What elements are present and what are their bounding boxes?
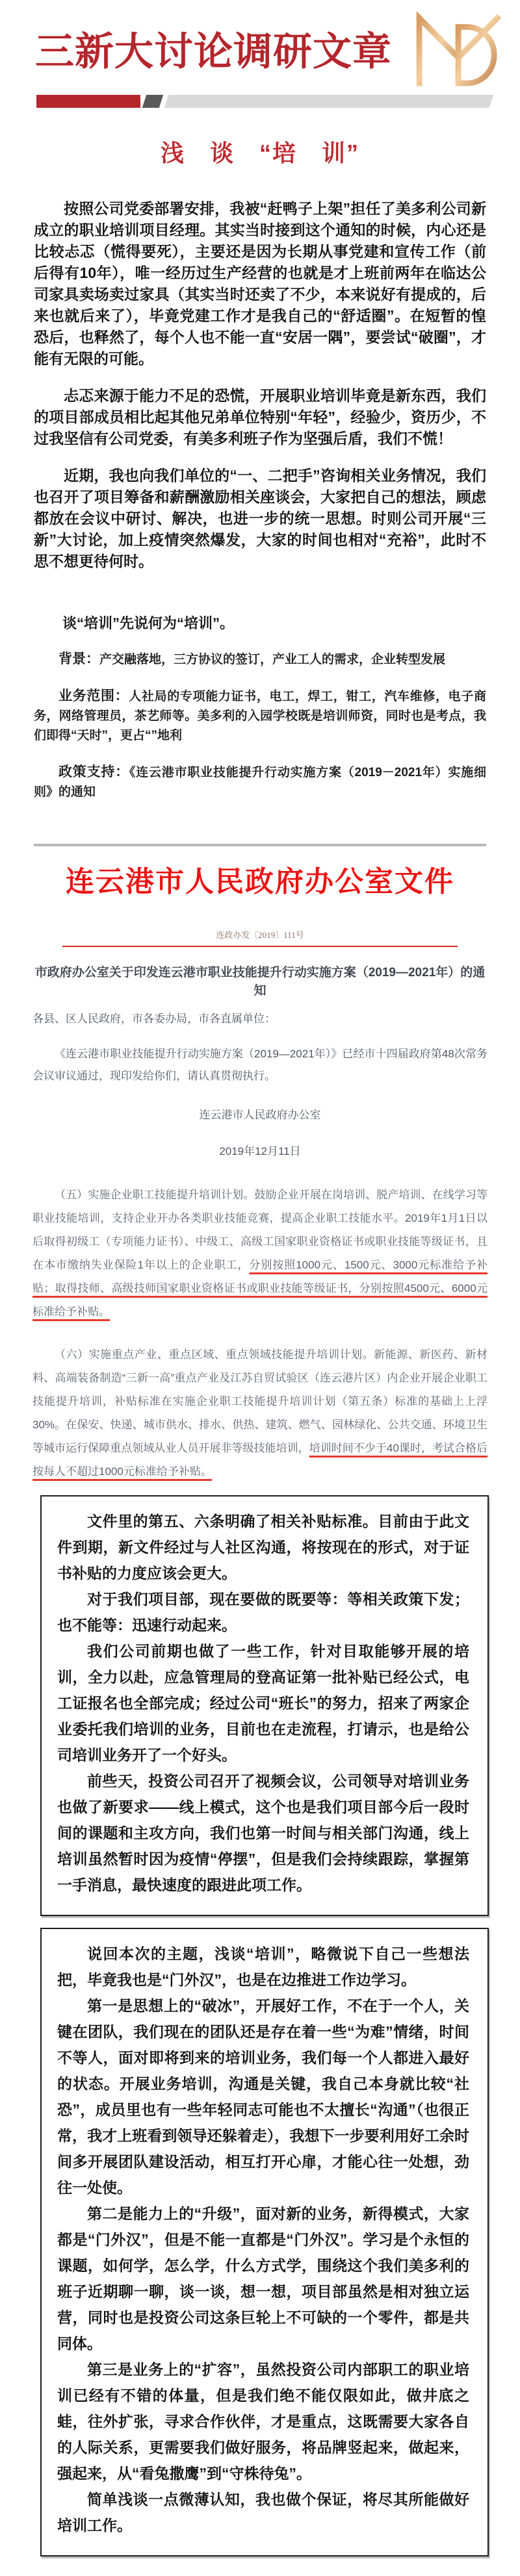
banner [0, 9, 520, 88]
highlighted-text: 分别按照1000元、1500元、3000元标准给予补贴；取得技师、高级技师国家职业资格证书或职业技能等级证书，分别按照4500元、6000元标准给予补贴。 [32, 1259, 488, 1318]
text-segment: （六）实施重点产业、重点区域、重点领域技能提升培训计划。新能源、新医药、新材料、高端装备制造“三新一高”重点产业及江苏自贸试验区（连云港片区）内企业开展企业职工技能提升培训，补贴标准在实施企业职工技能提升培训计划（第五条）标准的基础上上浮30%。在保安、快递、城市供水、排水、供热、建筑、燃气、园林绿化、公共交通、环境卫生等城市运行保障重点领域从业人员开展非等级技能培训， [32, 1348, 488, 1454]
gov-masthead: 连云港市人民政府办公室文件 [66, 866, 454, 898]
paragraph: 第三是业务上的“扩容”，虽然投资公司内部职工的职业培训已经有不错的体量，但是我们绝不能仅限如此，做井底之蛙，往外扩张，寻求合作伙伴，才是重点，这既需要大家各自的人际关系，更需要我们做好服务，将品牌竖起来，做起来，强起来，从“看兔撒鹰”到“守株待兔”。 [57, 2361, 469, 2482]
gov-top-rule [34, 844, 486, 846]
paragraph: 政策支持：《连云港市职业技能提升行动实施方案（2019－2021年）实施细则》的通知 [34, 764, 486, 799]
paragraph: 文件里的第五、六条明确了相关补贴标准。目前由于此文件到期，新文件经过与人社区沟通，将按现在的形式，对于证书补贴的力度应该会更大。 [57, 1513, 469, 1582]
divider-red-bar [36, 95, 140, 108]
paragraph: 近期，我也向我们单位的“一、二把手”咨询相关业务情况，我们也召开了项目筹备和薪酬激励相关座谈会，大家把自己的想法，顾虑都放在会议中研讨、解决，也进一步的统一思想。时则公司开展“三新”大讨论，加上疫情突然爆发，大家的时间也相对“充裕”，此时不思不想更待何时。 [34, 467, 486, 570]
paragraph: 对于我们项目部，现在要做的既要等：等相关政策下发；也不能等：迅速行动起来。 [57, 1591, 469, 1634]
text-segment: （五）实施企业职工技能提升培训计划。鼓励企业开展在岗培训、脱产培训、在线学习等职业技能培训，支持企业开办各类职业技能竞赛，提高企业职工技能水平。2019年1月1日以后取得初级工（专项能力证书）、中级工、高级工国家职业资格证书或职业技能等级证书，且在本市缴纳失业保险1年以上的企业职工， [32, 1189, 488, 1271]
article-paragraphs [34, 198, 486, 572]
article-info-items [34, 650, 486, 802]
paragraph: 简单浅谈一点微薄认知，我也做个保证，将尽其所能做好培训工作。 [57, 2491, 469, 2534]
divider-dark-bar [142, 95, 163, 108]
highlighted-text: 培训时间不少于40课时，考试合格后按每人不超过1000元标准给予补贴。 [32, 1442, 488, 1478]
article-body [0, 168, 520, 802]
info-label: 业务范围： [58, 688, 129, 703]
gov-clauses [32, 1183, 488, 1484]
decorative-divider [36, 95, 485, 108]
comment-box-1 [40, 1495, 489, 1916]
paragraph: 说回本次的主题，浅谈“培训”，略微说下自己一些想法把，毕竟我也是“门外汉”，也是在边推进工作边学习。 [57, 1945, 469, 1988]
paragraph [32, 1183, 488, 1324]
definition-heading: 谈“培训”先说何为“培训”。 [62, 615, 235, 631]
gov-document [0, 844, 520, 1484]
gov-date: 2019年12月11日 [219, 1145, 301, 1157]
divider-light-bar [164, 95, 493, 108]
mdl-logo-icon [410, 10, 514, 87]
banner-title: 三新大讨论调研文章 [35, 30, 392, 73]
paragraph: 按照公司党委部署安排，我被“赶鸭子上架”担任了美多利公司新成立的职业培训项目经理。其实当时接到这个通知的时候，内心还是比较忐忑（慌得要死），主要还是因为长期从事党建和宣传工作（前后得有10年），唯一经历过生产经营的也就是才上班前两年在临达公司家具卖场卖过家具（其实当时还卖了不少，本来说好有提成的，后来也就后来了），毕竟党建工作才是我自己的“舒适圈”。在短暂的惶恐后，也释然了，每个人也不能一直“安居一隅”，要尝试“破圈”，才能有无限的可能。 [34, 200, 486, 367]
paragraph [32, 1343, 488, 1484]
gov-red-rule [62, 946, 458, 947]
gov-issuer: 连云港市人民政府办公室 [199, 1109, 321, 1121]
paragraph: 背景：产交融落地，三方协议的签订，产业工人的需求，企业转型发展 [58, 651, 446, 666]
paragraph: 业务范围：人社局的专项能力证书，电工，焊工，钳工，汽车维修，电子商务，网络管理员，茶艺师等。美多利的入园学校既是培训师资，同时也是考点，我们即得“天时”，更占“”地利 [34, 688, 486, 742]
gov-subject: 市政府办公室关于印发连云港市职业技能提升行动实施方案（2019—2021年）的通知 [34, 966, 486, 998]
paragraph: 第一是思想上的“破冰”，开展好工作，不在于一个人，关键在团队，我们现在的团队还是存在着一些“为难”情绪，时间不等人，面对即将到来的培训业务，我们每一个人都进入最好的状态。开展业务培训，沟通是关键，我自己本身就比较“社恐”，成员里也有一些年轻同志可能也不太擅长“沟通”（也很正常，我才上班看到领导还躲着走），我想下一步要利用好工余时间多开展团队建设活动，相互打开心扉，才能心往一处想，劲往一处使。 [57, 1997, 469, 2196]
paragraph: 忐忑来源于能力不足的恐慌，开展职业培训毕竟是新东西，我们的项目部成员相比起其他兄弟单位特别“年轻”，经验少，资历少，不过我坚信有公司党委，有美多利班子作为坚强后盾，我们不慌！ [34, 387, 486, 447]
info-label: 政策支持： [58, 764, 129, 779]
gov-salutation: 各县、区人民政府，市各委办局，市各直属单位： [32, 1013, 276, 1025]
article-title: 浅 谈 “培 训” [160, 140, 359, 166]
paragraph: 前些天，投资公司召开了视频会议，公司领导对培训业务也做了新要求——线上模式，这个也是我们项目部今后一段时间的课题和主攻方向，我们也第一时间与相关部门沟通，线上培训虽然暂时因为疫情“停摆”，但是我们会持续跟踪，掌握第一手消息，最快速度的跟进此项工作。 [57, 1773, 469, 1893]
paragraph: 第二是能力上的“升级”，面对新的业务，新得模式，大家都是“门外汉”，但是不能一直都是“门外汉”。学习是个永恒的课题，如何学，怎么学，什么方式学，围绕这个我们美多利的班子近期聊一聊，谈一谈，想一想，项目部虽然是相对独立运营，同时也是投资公司这条巨轮上不可缺的一个零件，都是共同体。 [57, 2205, 469, 2352]
info-label: 背景： [58, 651, 99, 666]
gov-doc-number: 连政办发〔2019〕111号 [216, 930, 304, 940]
gov-body: 《连云港市职业技能提升行动实施方案（2019—2021年）》已经市十四届政府第48次常务会议审议通过，现印发给你们，请认真贯彻执行。 [32, 1048, 488, 1082]
comment-box-2 [40, 1928, 489, 2557]
paragraph: 我们公司前期也做了一些工作，针对目取能够开展的培训，全力以赴，应急管理局的登高证第一批补贴已经公式，电工证报名也全部完成；经过公司“班长”的努力，招来了两家企业委托我们培训的业务，目前也在走流程，打请示，也是给公司培训业务开了一个好头。 [57, 1643, 469, 1763]
